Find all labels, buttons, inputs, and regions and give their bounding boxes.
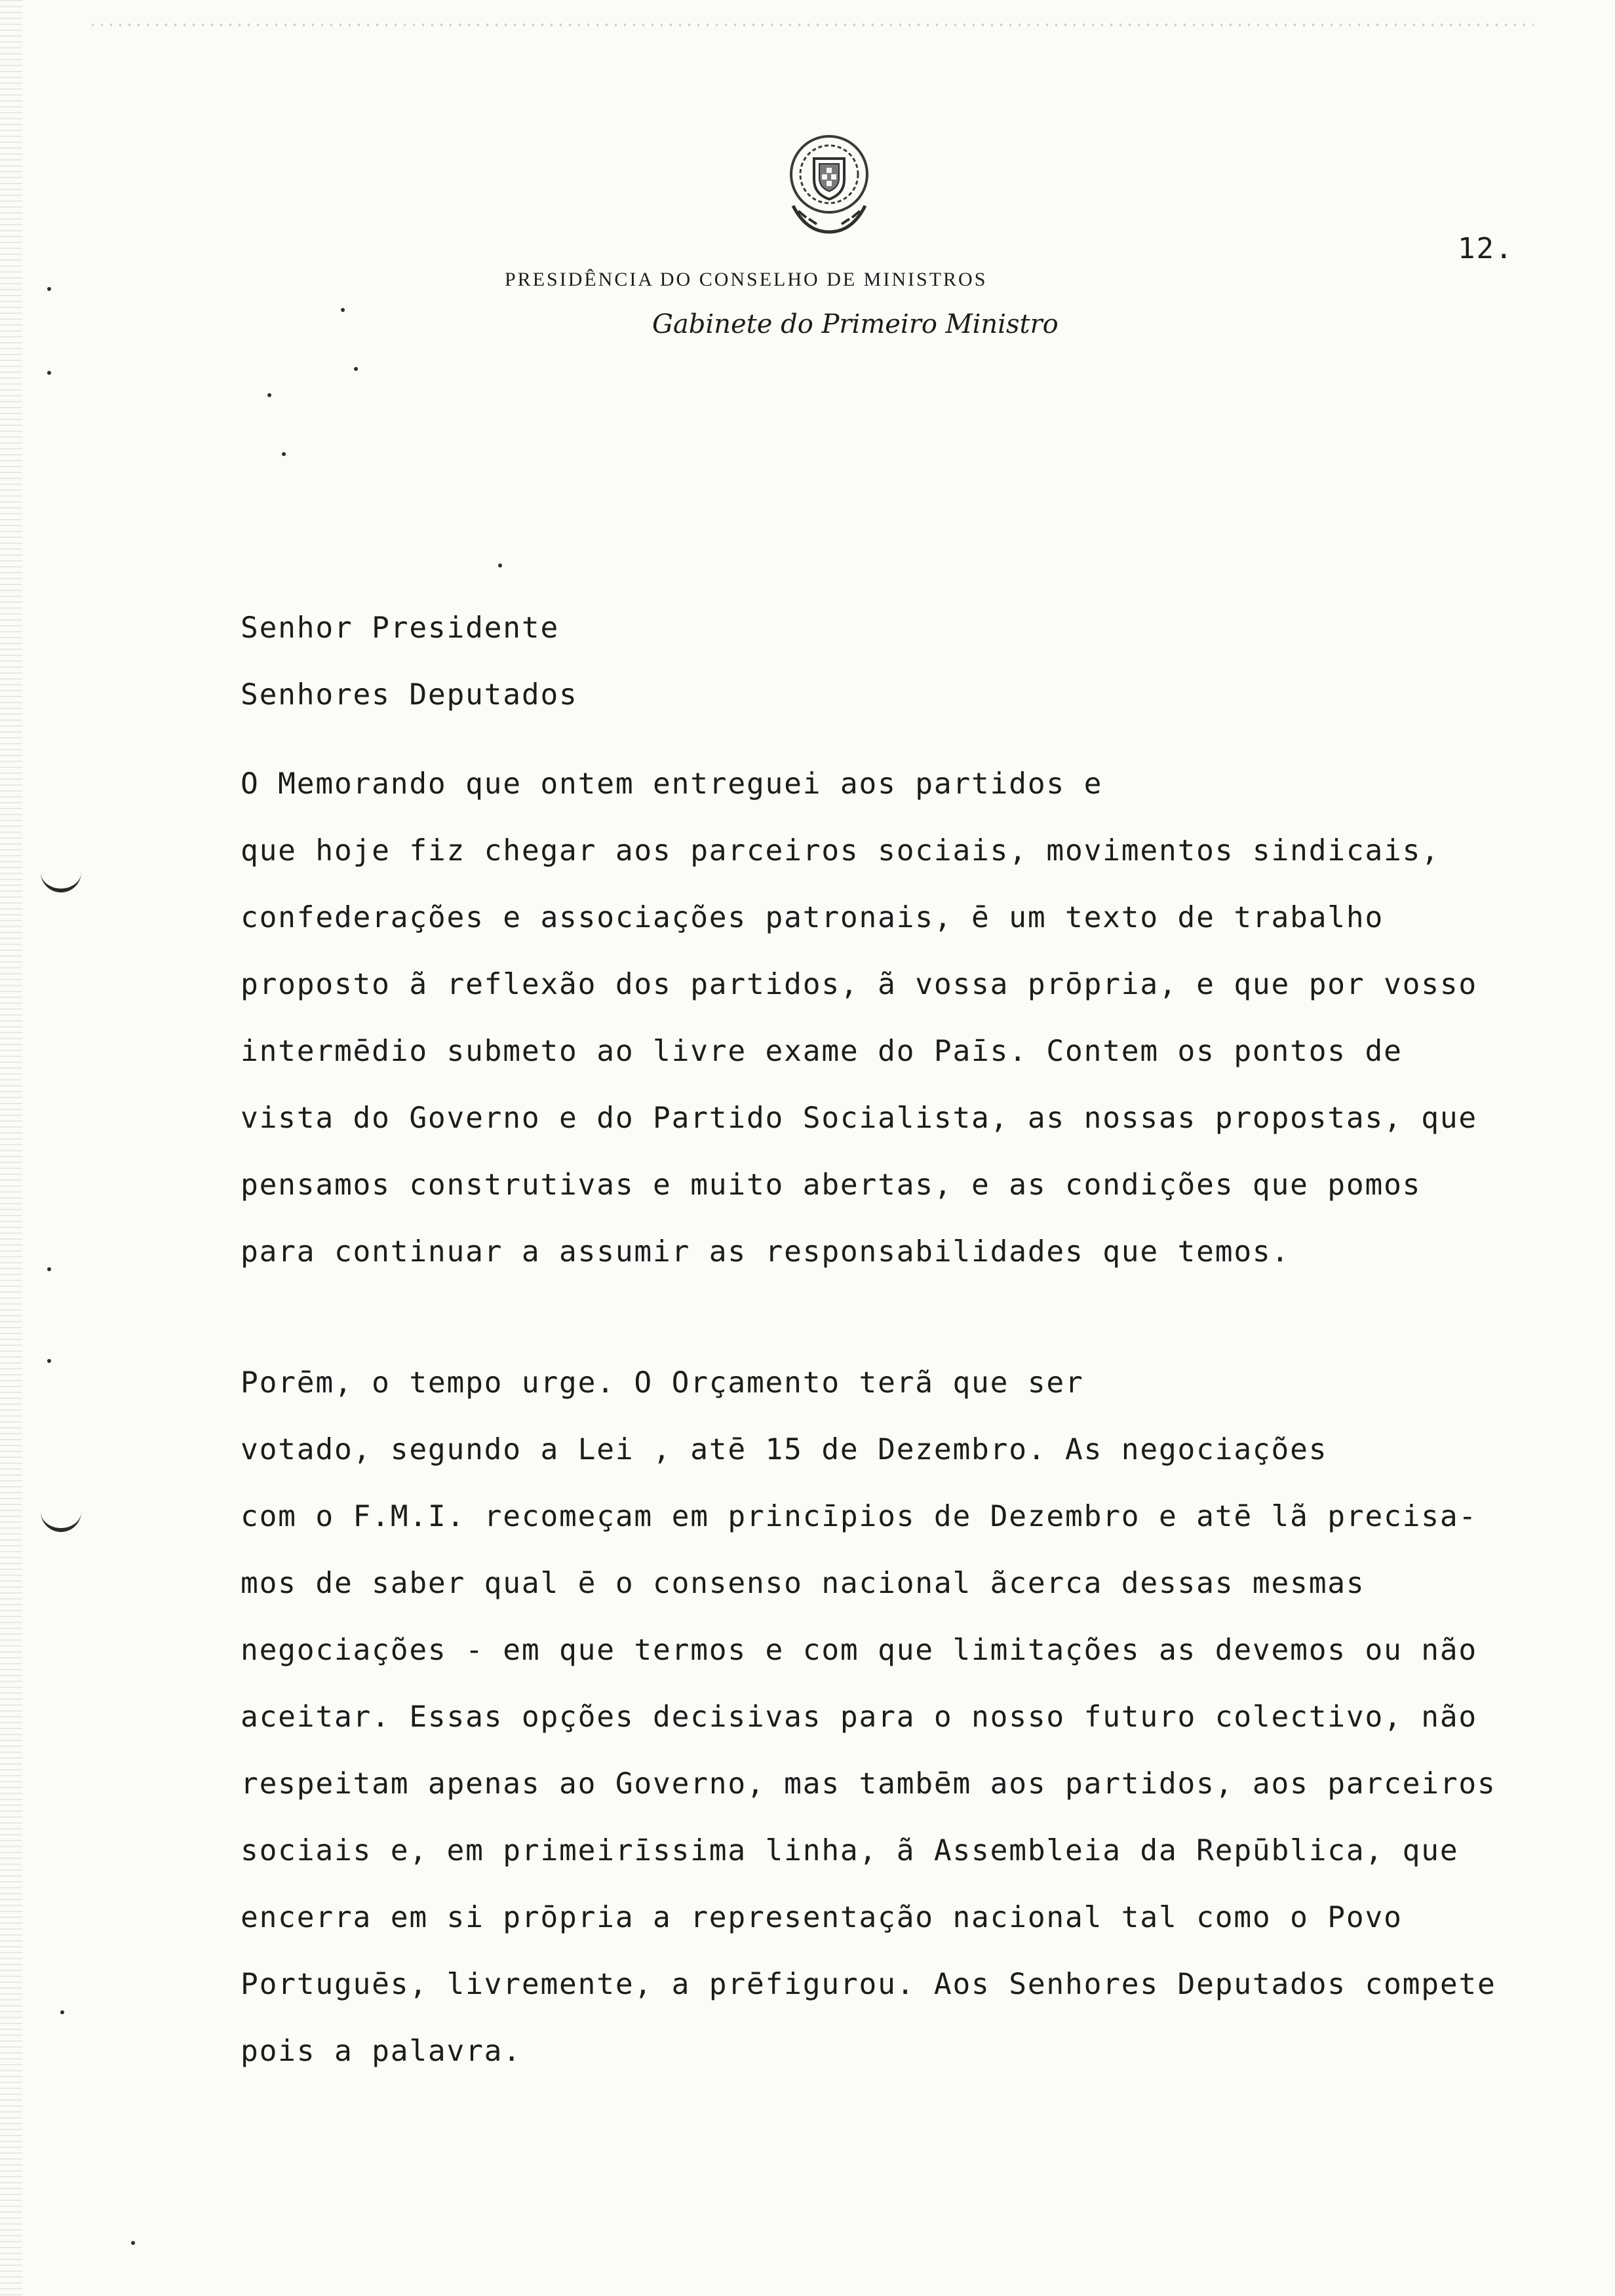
binding-hole-mark xyxy=(41,864,81,892)
scan-top-edge xyxy=(92,24,1534,26)
scan-speck xyxy=(47,1267,51,1271)
salutation-line: Senhores Deputados xyxy=(241,678,578,712)
scan-speck xyxy=(267,393,271,397)
paragraph: O Memorando que ontem entreguei aos partidos e que hoje fiz chegar aos parceiros sociais, movimentos sindicais, confederações e associações patronais, ē um texto de trabalho proposto ã reflexão dos partidos, ã vossa prōpria, e que por vosso intermēdio submeto ao livre exame do Paīs. Contem os pontos de vista do Governo e do Partido Socialista, as nossas propostas, que pensamos construtivas e muito abertas, e as condições que pomos para continuar a assumir as responsabilidades que temos. xyxy=(241,767,1478,1269)
binding-hole-mark xyxy=(41,1503,81,1532)
scan-left-edge xyxy=(0,0,22,2296)
paragraph: Porēm, o tempo urge. O Orçamento terã que ser votado, segundo a Lei , atē 15 de Dezembro. As negociações com o F.M.I. recomeçam em princīpios de Dezembro e atē lã precisa- mos de saber qual ē o consenso nacional ãcerca dessas mesmas negociações - em que termos e com que limitações as devemos ou não aceitar. Essas opções decisivas para o nosso futuro colectivo, não respeitam apenas ao Governo, mas tambēm aos partidos, aos parceiros sociais e, em primeirīssima linha, ã Assembleia da Repūblica, que encerra em si prōpria a representação nacional tal como o Povo Portuguēs, livremente, a prēfigurou. Aos Senhores Deputados compete pois a palavra. xyxy=(241,1366,1496,2068)
cabinet-subheading: Gabinete do Primeiro Ministro xyxy=(652,309,1059,339)
page-number: 12. xyxy=(1458,232,1514,265)
salutation-line: Senhor Presidente xyxy=(241,611,560,645)
scan-speck xyxy=(131,2241,135,2245)
scan-speck xyxy=(47,1359,51,1363)
scan-speck xyxy=(354,367,358,371)
scan-speck xyxy=(47,371,51,375)
scan-speck xyxy=(498,564,502,567)
scan-speck xyxy=(341,308,345,312)
institution-heading: PRESIDÊNCIA DO CONSELHO DE MINISTROS xyxy=(505,269,988,290)
coat-of-arms-emblem xyxy=(780,134,878,240)
letter-body xyxy=(241,595,1565,2085)
scan-speck xyxy=(282,452,286,456)
scan-speck xyxy=(47,287,51,291)
scan-speck xyxy=(60,2010,64,2014)
